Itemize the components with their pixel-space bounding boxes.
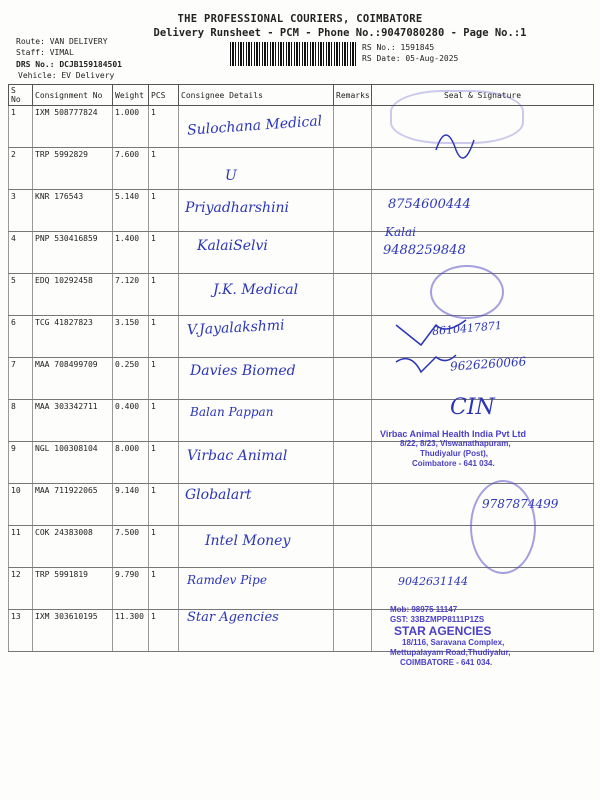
stamp-line: Coimbatore - 641 034.: [412, 459, 495, 468]
row-pcs: 1: [149, 610, 179, 652]
row-weight: 9.140: [113, 484, 149, 526]
row-weight: 1.000: [113, 106, 149, 148]
row-remarks: [334, 148, 372, 190]
row-consignment: PNP 530416859: [33, 232, 113, 274]
row-consignment: MAA 303342711: [33, 400, 113, 442]
row-sno: 11: [9, 526, 33, 568]
handwritten-phone: 8754600444: [388, 197, 471, 212]
stamp-line: GST: 33BZMPP8111P1ZS: [390, 615, 485, 624]
row-pcs: 1: [149, 106, 179, 148]
row-pcs: 1: [149, 316, 179, 358]
row-sno: 8: [9, 400, 33, 442]
handwritten-phone: 9626260066: [449, 354, 527, 374]
row-consignment: TRP 5992829: [33, 148, 113, 190]
row-weight: 0.400: [113, 400, 149, 442]
row-consignment: EDQ 10292458: [33, 274, 113, 316]
handwritten-consignee: KalaiSelvi: [197, 238, 268, 254]
col-pcs: PCS: [149, 85, 179, 106]
row-pcs: 1: [149, 190, 179, 232]
rs-number: RS No.: 1591845: [362, 43, 435, 52]
col-seal: Seal & Signature: [372, 85, 594, 106]
row-remarks: [334, 400, 372, 442]
row-remarks: [334, 316, 372, 358]
handwritten-consignee: Ramdev Pipe: [187, 573, 267, 587]
stamp-line: 18/116, Saravana Complex,: [402, 638, 505, 647]
row-sno: 4: [9, 232, 33, 274]
sheet-title: THE PROFESSIONAL COURIERS, COIMBATORE: [177, 13, 423, 25]
row-sno: 5: [9, 274, 33, 316]
row-remarks: [334, 568, 372, 610]
row-sno: 1: [9, 106, 33, 148]
row-weight: 11.300: [113, 610, 149, 652]
row-pcs: 1: [149, 484, 179, 526]
row-remarks: [334, 190, 372, 232]
stamp-line: Mettupalayam Road,Thudiyalur,: [390, 648, 511, 657]
row-pcs: 1: [149, 442, 179, 484]
drs-number: DRS No.: DCJB159184501: [16, 60, 122, 69]
row-remarks: [334, 232, 372, 274]
row-sno: 10: [9, 484, 33, 526]
row-consignment: NGL 100308104: [33, 442, 113, 484]
row-pcs: 1: [149, 400, 179, 442]
handwritten-consignee: Davies Biomed: [190, 363, 296, 379]
row-sno: 2: [9, 148, 33, 190]
row-pcs: 1: [149, 274, 179, 316]
star-agencies-stamp: [390, 605, 510, 668]
stamp-line: Thudiyalur (Post),: [420, 449, 488, 458]
col-consignment: Consignment No: [33, 85, 113, 106]
handwritten-consignee: V.Jayalakshmi: [186, 317, 285, 339]
row-sno: 13: [9, 610, 33, 652]
stamp-line: COIMBATORE - 641 034.: [400, 658, 493, 667]
row-weight: 9.790: [113, 568, 149, 610]
vehicle-label: Vehicle: EV Delivery: [18, 71, 115, 80]
row-consignee: [179, 148, 334, 190]
handwritten-consignee: Sulochana Medical: [186, 113, 323, 139]
staff-label: Staff: VIMAL: [16, 48, 74, 57]
row-remarks: [334, 358, 372, 400]
handwritten-mark: U: [225, 168, 237, 184]
handwritten-signature: CIN: [450, 395, 495, 420]
handwritten-consignee: Globalart: [185, 487, 252, 503]
row-consignment: IXM 303610195: [33, 610, 113, 652]
rs-date: RS Date: 05-Aug-2025: [362, 54, 459, 63]
row-sno: 12: [9, 568, 33, 610]
round-stamp: [470, 480, 536, 574]
handwritten-phone: 9488259848: [383, 243, 466, 258]
stamp-line: STAR AGENCIES: [394, 624, 492, 638]
row-remarks: [334, 106, 372, 148]
row-weight: 7.120: [113, 274, 149, 316]
row-pcs: 1: [149, 358, 179, 400]
row-pcs: 1: [149, 232, 179, 274]
row-remarks: [334, 526, 372, 568]
row-remarks: [334, 274, 372, 316]
row-remarks: [334, 442, 372, 484]
handwritten-consignee: Balan Pappan: [190, 405, 274, 419]
col-remarks: Remarks: [334, 85, 372, 106]
sheet-subtitle: Delivery Runsheet - PCM - Phone No.:9047080280 - Page No.:1: [153, 27, 527, 39]
stamp-line: Mob: 98975 11147: [390, 605, 458, 614]
row-weight: 5.140: [113, 190, 149, 232]
round-stamp: [430, 265, 504, 319]
row-consignment: KNR 176543: [33, 190, 113, 232]
row-consignment: COK 24383008: [33, 526, 113, 568]
col-weight: Weight: [113, 85, 149, 106]
row-consignment: MAA 711922065: [33, 484, 113, 526]
handwritten-consignee: Star Agencies: [187, 610, 279, 625]
round-stamp: [390, 90, 524, 144]
row-sno: 3: [9, 190, 33, 232]
row-sno: 6: [9, 316, 33, 358]
row-weight: 0.250: [113, 358, 149, 400]
route-label: Route: VAN DELIVERY: [16, 37, 108, 46]
col-sno: S No: [9, 85, 33, 106]
barcode: [230, 42, 356, 66]
handwritten-name: Kalai: [385, 225, 416, 239]
handwritten-consignee: Intel Money: [205, 533, 291, 549]
handwritten-consignee: Priyadharshini: [185, 200, 290, 216]
row-weight: 3.150: [113, 316, 149, 358]
row-weight: 1.400: [113, 232, 149, 274]
row-sno: 7: [9, 358, 33, 400]
handwritten-phone: 9787874499: [482, 497, 559, 511]
row-consignment: TRP 5991819: [33, 568, 113, 610]
handwritten-phone: 8610417871: [431, 318, 503, 339]
row-seal: [372, 568, 594, 610]
row-weight: 7.600: [113, 148, 149, 190]
row-consignment: TCG 41827823: [33, 316, 113, 358]
row-pcs: 1: [149, 148, 179, 190]
row-consignment: IXM 508777824: [33, 106, 113, 148]
row-consignment: MAA 708499709: [33, 358, 113, 400]
col-consignee: Consignee Details: [179, 85, 334, 106]
handwritten-phone: 9042631144: [398, 575, 468, 588]
handwritten-consignee: J.K. Medical: [213, 282, 299, 298]
stamp-line: 8/22, 8/23, Viswanathapuram,: [400, 439, 511, 448]
row-weight: 7.500: [113, 526, 149, 568]
row-remarks: [334, 610, 372, 652]
stamp-line: Virbac Animal Health India Pvt Ltd: [380, 429, 527, 439]
row-sno: 9: [9, 442, 33, 484]
row-pcs: 1: [149, 526, 179, 568]
handwritten-consignee: Virbac Animal: [187, 448, 288, 464]
row-weight: 8.000: [113, 442, 149, 484]
row-remarks: [334, 484, 372, 526]
row-pcs: 1: [149, 568, 179, 610]
virbac-stamp: [380, 429, 526, 469]
